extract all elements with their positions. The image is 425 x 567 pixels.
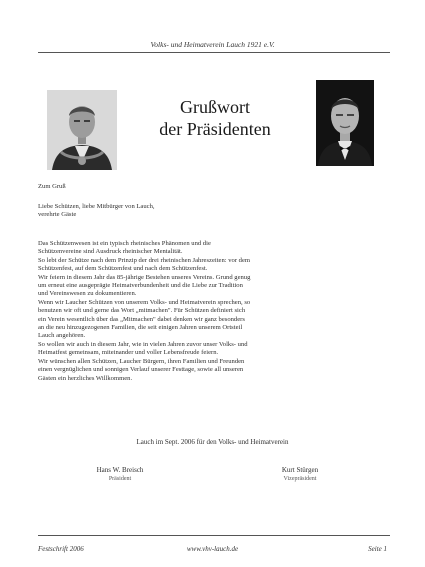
- body-line: Wenn wir Laucher Schützen von unserem Volks- und Heimatverein sprechen, so: [38, 298, 251, 306]
- vicepresident-photo: [316, 80, 374, 166]
- body-line: Gästen ein herzliches Willkommen.: [38, 374, 133, 382]
- closing-line: Lauch im Sept. 2006 für den Volks- und Heimatverein: [136, 438, 289, 446]
- president-portrait-image: [47, 90, 117, 170]
- salutation: [38, 203, 398, 220]
- body-line: ein Verein wesentlich über das „Mitmachen" dabei denken wir ganz besonders: [38, 315, 245, 323]
- body-line: um erneut eine ausgeprägte Heimatverbundenheit und die Liebe zur Tradition: [38, 282, 243, 290]
- page-title: [135, 96, 295, 140]
- signature-president: [60, 466, 180, 483]
- header-divider: [38, 52, 390, 53]
- signature-role: Präsident: [108, 476, 132, 482]
- article-body: [38, 240, 398, 383]
- greeting: Zum Gruß: [38, 183, 66, 190]
- salutation-line: Liebe Schützen, liebe Mitbürger von Lauch,: [38, 203, 155, 210]
- title-line-1: Grußwort: [180, 97, 250, 117]
- title-line-2: der Präsidenten: [159, 119, 271, 139]
- body-line: und Vereinswesen zu dokumentieren.: [38, 290, 137, 298]
- footer-page-number: Seite 1: [368, 545, 387, 553]
- body-line: Wir wünschen allen Schützen, Laucher Bürgern, ihren Familien und Freunden: [38, 357, 245, 365]
- signature-role: Vizepräsident: [283, 476, 317, 482]
- body-line: So wollen wir auch in diesem Jahr, wie in vielen Jahren zuvor unser Volks- und: [38, 340, 248, 348]
- signature-name: Hans W. Breisch: [96, 466, 144, 474]
- body-line: Schützenfest, auf dem Schützenfest und nach dem Schützenfest.: [38, 265, 208, 273]
- president-photo: [47, 90, 117, 170]
- body-line: Lauch angehören.: [38, 332, 86, 340]
- body-line: einen vergnüglichen und sonnigen Verlauf unserer Festtage, sowie all unseren: [38, 366, 244, 374]
- signature-name: Kurt Stürgen: [281, 466, 319, 474]
- salutation-line: verehrte Gäste: [38, 211, 77, 219]
- vicepresident-portrait-image: [316, 80, 374, 166]
- page-header: Volks- und Heimatverein Lauch 1921 e.V.: [150, 40, 275, 49]
- body-line: Schützenvereine sind Ausdruck rheinischer Mentalität.: [38, 248, 183, 256]
- body-line: benutzen wir oft und gerne das Wort „mitmachen". Für Schützen definiert sich: [38, 307, 246, 315]
- footer-divider: [38, 535, 390, 536]
- body-line: So lebt der Schütze nach dem Prinzip der drei rheinischen Jahreszeiten: vor dem: [38, 256, 251, 264]
- footer-website-link[interactable]: www.vhv-lauch.de: [186, 545, 239, 553]
- body-line: Heimatfest gemeinsam, miteinander und voller Lebensfreude feiern.: [38, 349, 219, 357]
- body-line: Das Schützenwesen ist ein typisch rheinisches Phänomen und die: [38, 240, 211, 247]
- footer-publication: Festschrift 2006: [38, 545, 84, 553]
- signature-vicepresident: [240, 466, 360, 483]
- body-line: an die neu hinzugezogenen Familien, die seit einigen Jahren unserem Ortsteil: [38, 324, 243, 332]
- body-line: Wir feiern in diesem Jahr das 85-jährige Bestehen unseres Vereins. Grund genug: [38, 273, 251, 281]
